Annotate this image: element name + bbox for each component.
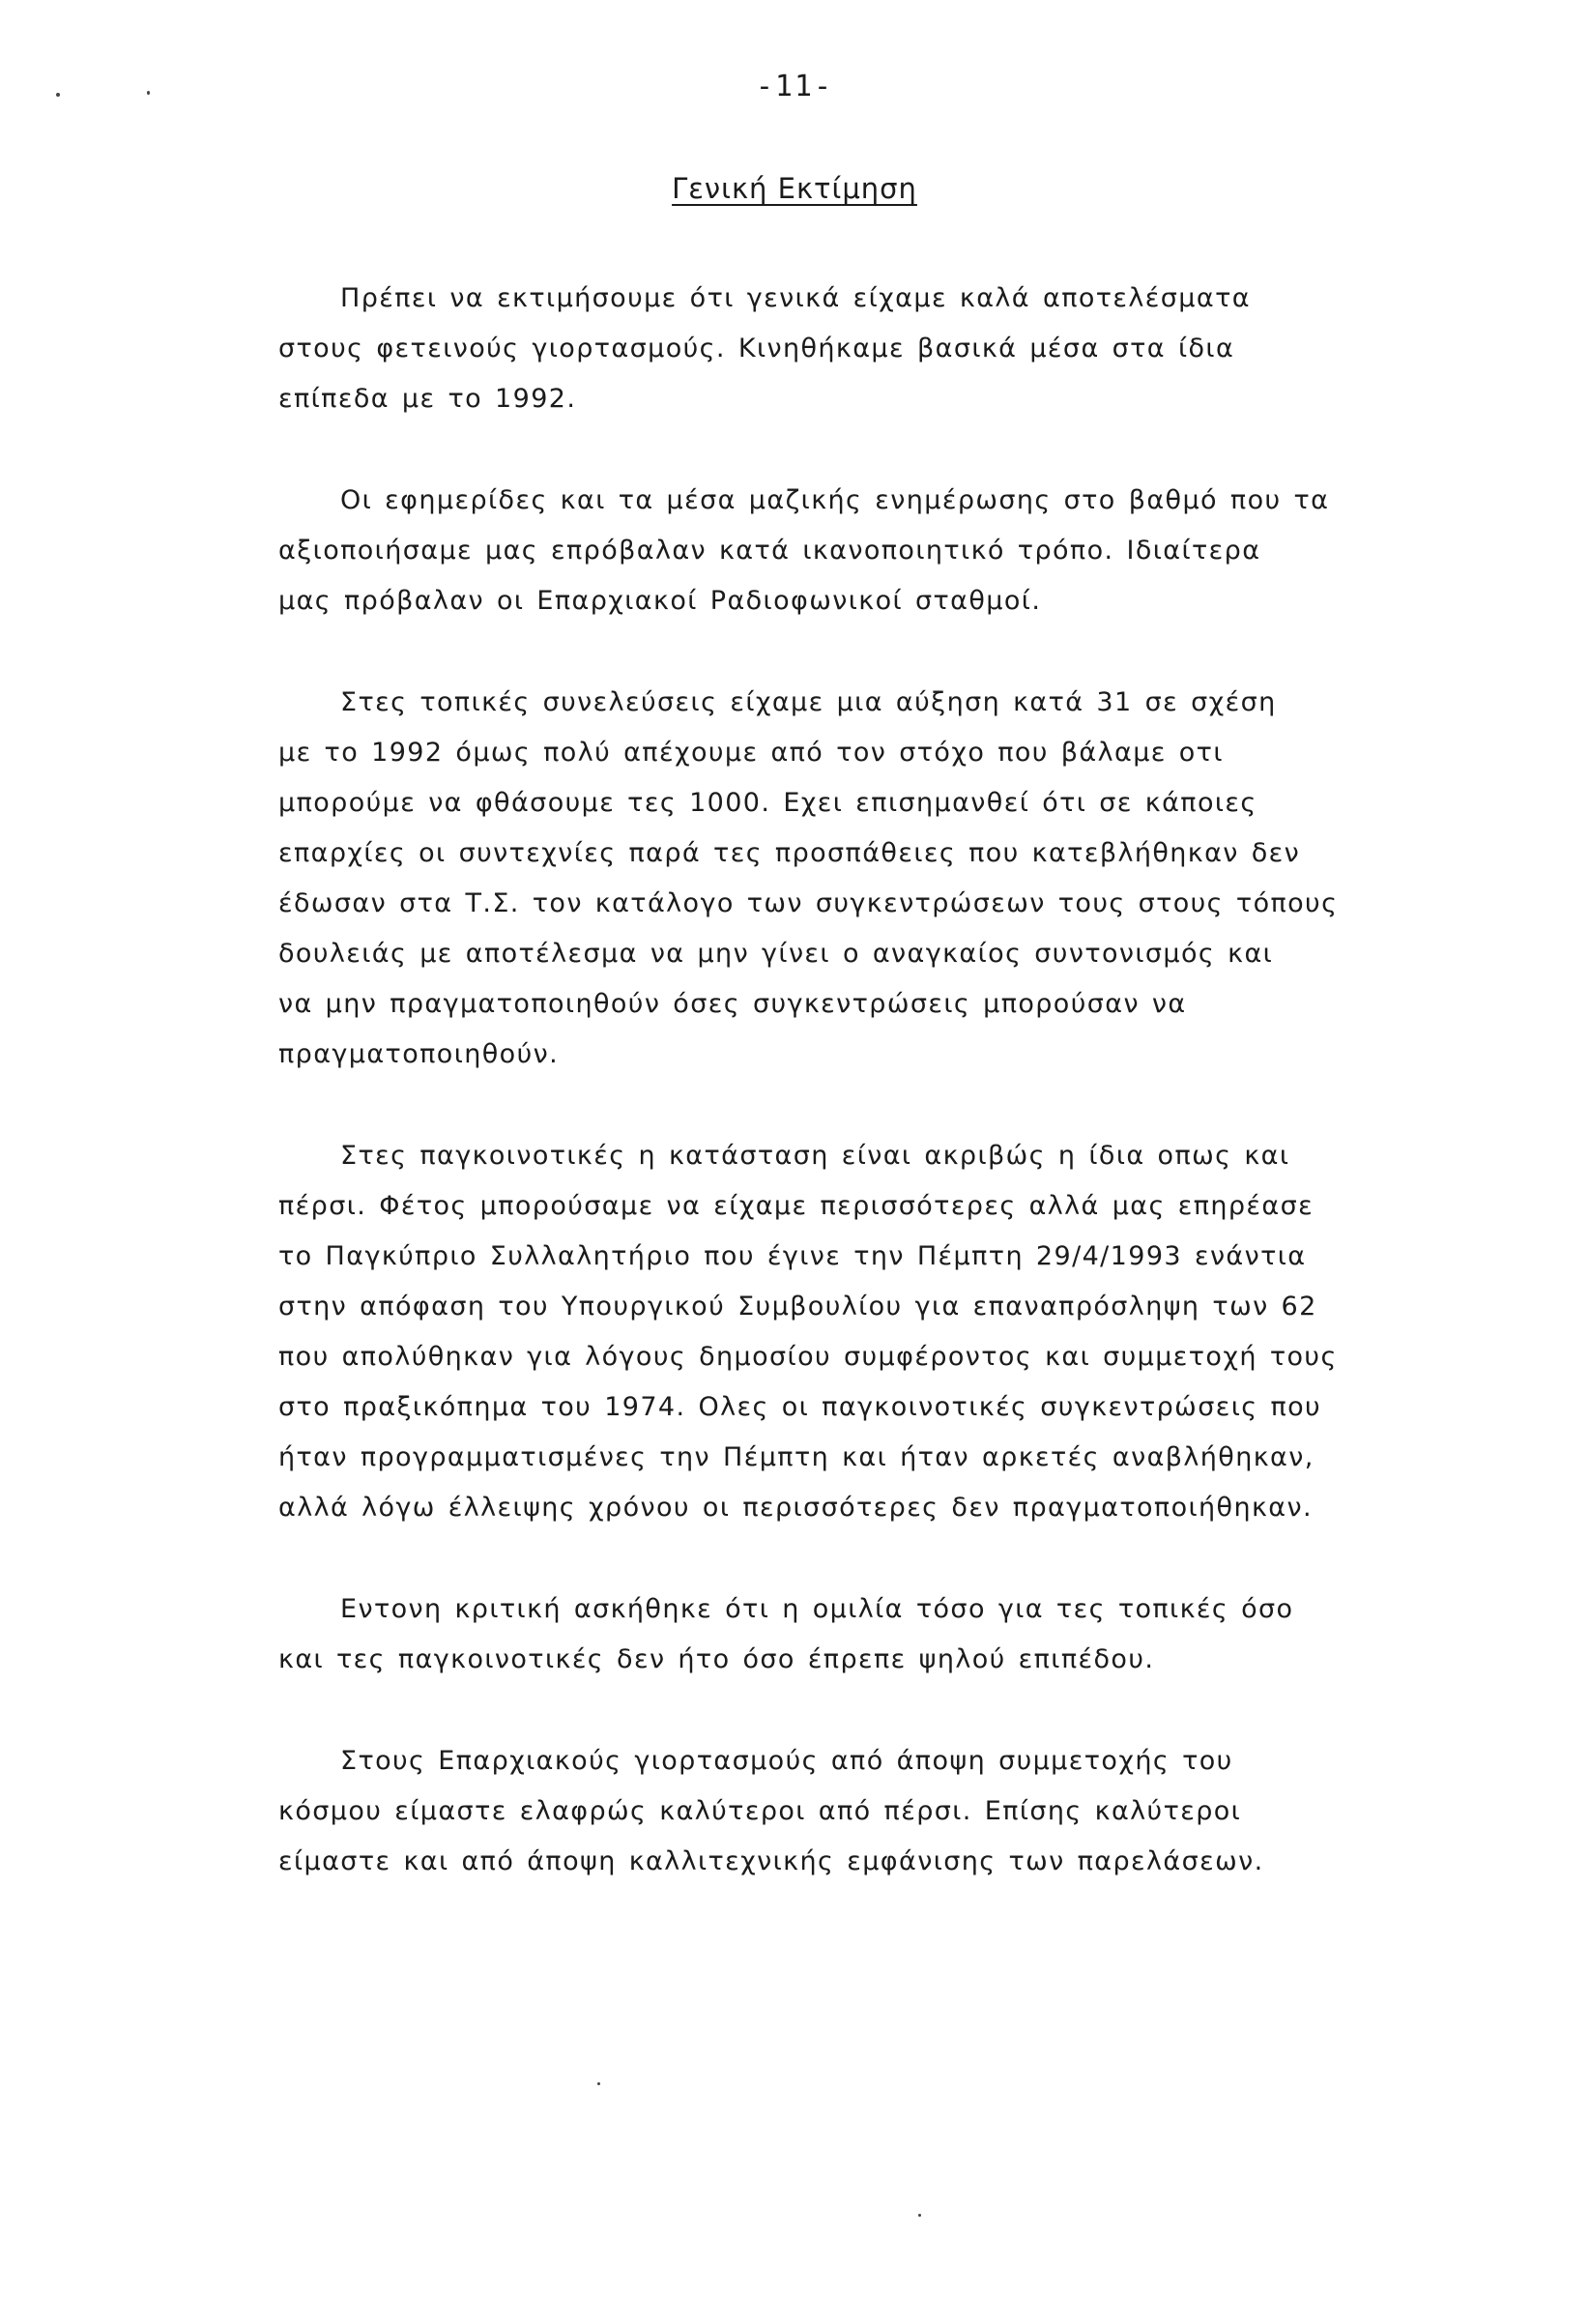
scan-speck (918, 2214, 921, 2217)
document-body (278, 274, 1339, 1938)
text-line: επίπεδα με το 1992. (278, 384, 577, 414)
paragraph (278, 1736, 1322, 1887)
text-line: πραγματοποιηθούν. (278, 1039, 560, 1069)
text-line: έδωσαν στα Τ.Σ. τον κατάλογο των συγκεντρώσεων τους στους τόπους (278, 888, 1339, 918)
text-line: επαρχίες οι συντεχνίες παρά τες προσπάθειες που κατεβλήθηκαν δεν (278, 838, 1301, 868)
text-line: δουλειάς με αποτέλεσμα να μην γίνει ο αναγκαίος συντονισμός και (278, 939, 1274, 969)
text-line: μας πρόβαλαν οι Επαρχιακοί Ραδιοφωνικοί σταθμοί. (278, 586, 1042, 616)
text-line: Οι εφημερίδες και τα μέσα μαζικής ενημέρωσης στο βαθμό που τα (340, 485, 1330, 515)
scan-speck (147, 91, 150, 95)
text-line: είμαστε και από άποψη καλλιτεχνικής εμφάνισης των παρελάσεων. (278, 1846, 1264, 1876)
text-line: με το 1992 όμως πολύ απέχουμε από τον στόχο που βάλαμε οτι (278, 738, 1224, 768)
text-line: Πρέπει να εκτιμήσουμε ότι γενικά είχαμε καλά αποτελέσματα (340, 283, 1251, 313)
text-line: Στες παγκοινοτικές η κατάσταση είναι ακριβώς η ίδια οπως και (340, 1141, 1290, 1171)
paragraph (278, 1584, 1322, 1685)
text-line: κόσμου είμαστε ελαφρώς καλύτεροι από πέρσι. Επίσης καλύτεροι (278, 1796, 1242, 1826)
text-line: το Παγκύπριο Συλλαλητήριο που έγινε την Πέμπτη 29/4/1993 ενάντια (278, 1241, 1307, 1271)
text-line: Στους Επαρχιακούς γιορτασμούς από άποψη συμμετοχής του (340, 1746, 1233, 1776)
text-line: πέρσι. Φέτος μπορούσαμε να είχαμε περισσότερες αλλά μας επηρέασε (278, 1191, 1315, 1221)
paragraph (278, 678, 1339, 1080)
text-line: στους φετεινούς γιορτασμούς. Κινηθήκαμε βασικά μέσα στα ίδια (278, 334, 1235, 363)
text-line: ήταν προγραμματισμένες την Πέμπτη και ήταν αρκετές αναβλήθηκαν, (278, 1442, 1315, 1472)
paragraph (278, 476, 1330, 626)
section-heading: Γενική Εκτίμηση (672, 172, 917, 205)
text-line: να μην πραγματοποιηθούν όσες συγκεντρώσεις μπορούσαν να (278, 989, 1187, 1019)
text-line: μπορούμε να φθάσουμε τες 1000. Εχει επισημανθεί ότι σε κάποιες (278, 788, 1257, 818)
text-line: αλλά λόγω έλλειψης χρόνου οι περισσότερες δεν πραγματοποιήθηκαν. (278, 1493, 1313, 1523)
paragraph (278, 1131, 1338, 1533)
text-line: στο πραξικόπημα του 1974. Ολες οι παγκοινοτικές συγκεντρώσεις που (278, 1392, 1322, 1422)
text-line: στην απόφαση του Υπουργικού Συμβουλίου για επαναπρόσληψη των 62 (278, 1292, 1317, 1322)
paragraph (278, 274, 1322, 424)
text-line: που απολύθηκαν για λόγους δημοσίου συμφέροντος και συμμετοχή τους (278, 1342, 1338, 1372)
text-line: αξιοποιήσαμε μας επρόβαλαν κατά ικανοποιητικό τρόπο. Ιδιαίτερα (278, 536, 1261, 566)
text-line: Εντονη κριτική ασκήθηκε ότι η ομιλία τόσο για τες τοπικές όσο (340, 1594, 1294, 1624)
scan-speck (597, 2082, 600, 2085)
page-number: -11- (755, 70, 834, 103)
scan-speck (56, 93, 60, 97)
text-line: Στες τοπικές συνελεύσεις είχαμε μια αύξηση κατά 31 σε σχέση (340, 687, 1277, 717)
text-line: και τες παγκοινοτικές δεν ήτο όσο έπρεπε ψηλού επιπέδου. (278, 1644, 1155, 1674)
